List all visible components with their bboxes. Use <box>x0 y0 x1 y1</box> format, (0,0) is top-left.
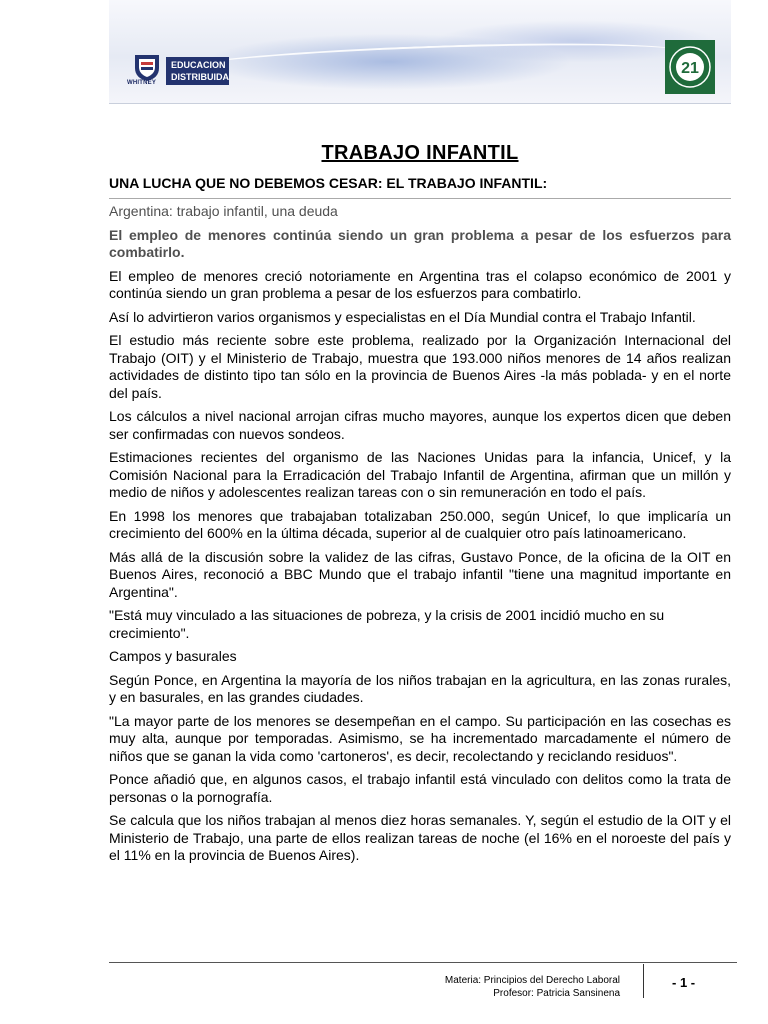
paragraph: Así lo advirtieron varios organismos y especialistas en el Día Mundial contra el Trabajo Infantil. <box>109 308 696 325</box>
university-crest-icon <box>132 52 162 82</box>
edu-logo-line2: DISTRIBUIDA <box>171 72 229 82</box>
footer-profesor: Profesor: Patricia Sansinena <box>493 988 620 999</box>
paragraph: Según Ponce, en Argentina la mayoría de los niños trabajan en la agricultura, en las zonas rurales, y en basurales, en las grandes ciudades. <box>109 671 731 705</box>
lead-paragraph: El empleo de menores continúa siendo un gran problema a pesar de los esfuerzos para combatirlo. <box>109 226 731 260</box>
paragraph: En 1998 los menores que trabajaban totalizaban 250.000, según Unicef, lo que implicaría un crecimiento del 600% en la última década, superior al de cualquier otro país latinoamericano. <box>109 507 731 541</box>
document-body <box>109 174 731 871</box>
paragraph: Ponce añadió que, en algunos casos, el trabajo infantil está vinculado con delitos como la trata de personas o la pornografía. <box>109 771 731 805</box>
page-number: - 1 - <box>672 975 696 990</box>
paragraph: Se calcula que los niños trabajan al menos diez horas semanales. Y, según el estudio de la OIT y el Ministerio de Trabajo, una parte de ellos realizan tareas de noche (el 16% en el noroeste del país y el 11% en la provincia de Buenos Aires). <box>109 812 731 863</box>
footer-divider <box>109 962 737 963</box>
paragraph: Más allá de la discusión sobre la validez de las cifras, Gustavo Ponce, de la oficina de la OIT en Buenos Aires, reconoció a BBC Mundo que el trabajo infantil "tiene una magnitud importante en Argentina". <box>109 548 731 600</box>
edu-logo-line1: EDUCACION <box>171 60 226 70</box>
educacion-distribuida-logo <box>166 57 229 85</box>
section2-heading: Campos y basurales <box>109 648 237 664</box>
paragraph: Los cálculos a nivel nacional arrojan cifras mucho mayores, aunque los expertos dicen que deben ser confirmadas con nuevos sondeos. <box>109 408 731 442</box>
paragraph: El empleo de menores creció notoriamente en Argentina tras el colapso económico de 2001 y continúa siendo un gran problema a pesar de los esfuerzos para combatirlo. <box>109 267 731 301</box>
footer-vertical-divider <box>643 964 644 998</box>
footer-materia: Materia: Principios del Derecho Laboral <box>444 975 620 986</box>
section-heading: Argentina: trabajo infantil, una deuda <box>109 203 338 219</box>
footer-info <box>445 974 620 1000</box>
document-subtitle: UNA LUCHA QUE NO DEBEMOS CESAR: EL TRABAJO INFANTIL: <box>109 174 731 199</box>
banner-swoosh <box>169 37 690 87</box>
paragraph: "La mayor parte de los menores se desempeñan en el campo. Su participación en las cosechas es muy alta, aunque por temporadas. Asimismo, se ha incrementado marcadamente el número de niños que se ganan la vida como 'cartoneros', es decir, recolectando y reciclando residuos". <box>109 712 731 764</box>
paragraph: "Está muy vinculado a las situaciones de pobreza, y la crisis de 2001 incidió mucho en su crecimiento". <box>109 607 665 641</box>
logo-21-text: 21 <box>681 60 699 77</box>
page-title: TRABAJO INFANTIL <box>321 142 519 164</box>
header-banner <box>109 0 731 104</box>
paragraph: El estudio más reciente sobre este problema, realizado por la Organización Internacional del Trabajo (OIT) y el Ministerio de Trabajo, muestra que 193.000 niños menores de 14 años realizan actividades de distinto tipo tan sólo en la provincia de Buenos Aires -la más poblada- y en el norte del país. <box>109 332 731 401</box>
paragraph: Estimaciones recientes del organismo de las Naciones Unidas para la infancia, Unicef, y la Comisión Nacional para la Erradicación del Trabajo Infantil de Argentina, afirman que un millón y medio de niños y adolescentes realizan tareas con o sin remuneración en todo el país. <box>109 449 731 500</box>
university-21-logo <box>665 40 715 94</box>
university-caption: WHITNEY <box>127 80 157 86</box>
